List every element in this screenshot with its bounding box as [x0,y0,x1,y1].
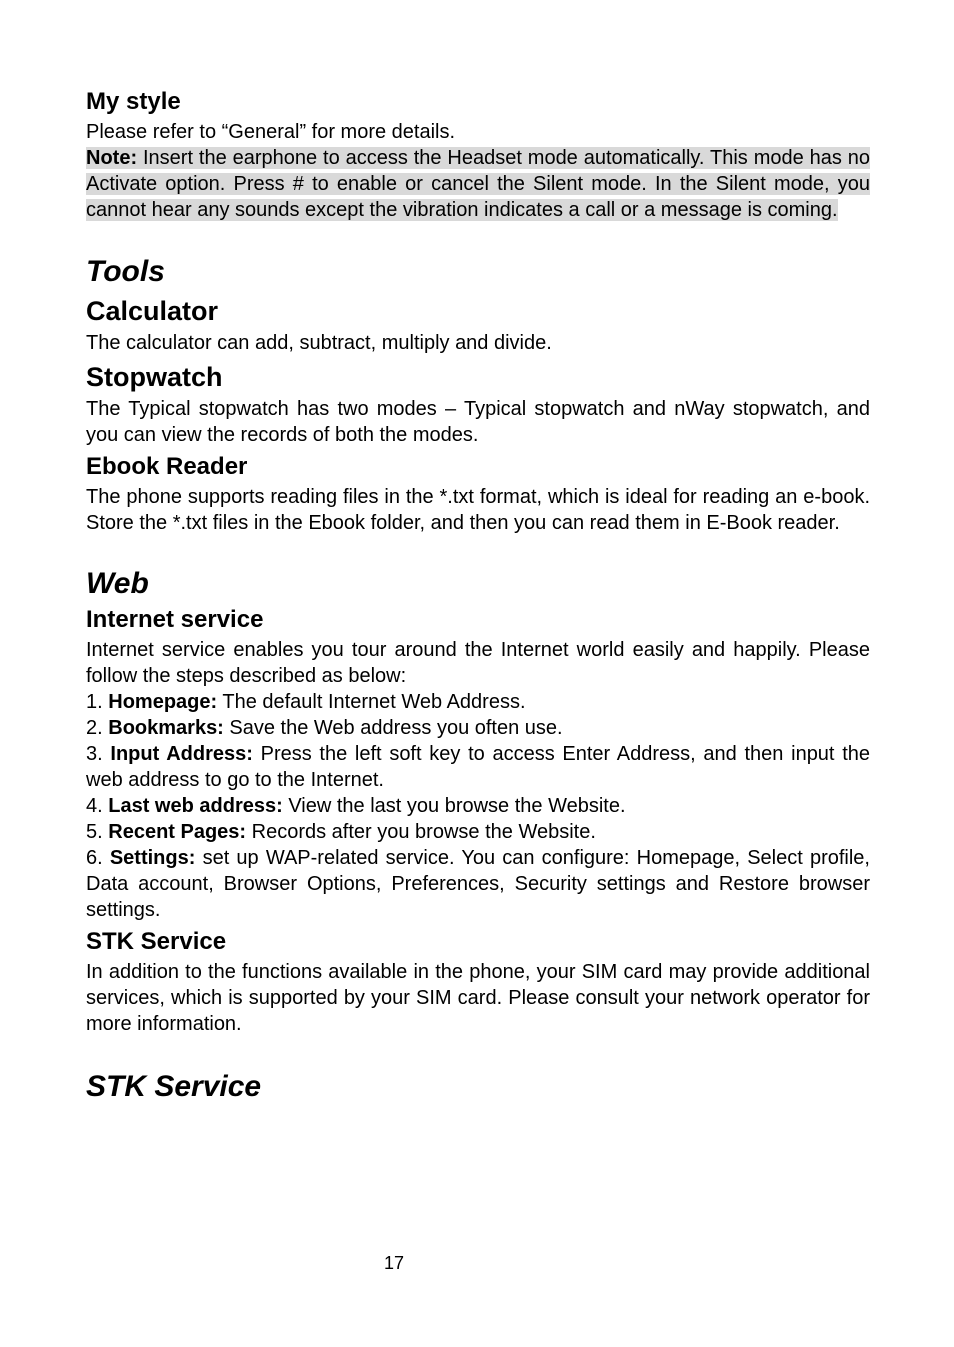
stk-service-heading: STK Service [86,1070,262,1103]
stk-service-text: In addition to the functions available in the phone, your SIM card may provide additional services, which is supported by your SIM card. Please consult your network operator for more information. [86,961,870,1035]
stopwatch-text: The Typical stopwatch has two modes – Typical stopwatch and nWay stopwatch, and you can view the records of both the modes. [86,398,870,446]
calculator-heading: Calculator [86,296,219,326]
list-item: 4. Last web address: View the last you browse the Website. [86,795,626,817]
note-label: Note: [86,147,138,169]
web-heading: Web [86,567,149,600]
calculator-text: The calculator can add, subtract, multiply and divide. [86,332,552,354]
my-style-heading: My style [86,88,181,115]
tools-heading: Tools [86,255,165,288]
stopwatch-heading: Stopwatch [86,362,223,392]
list-item: 5. Recent Pages: Records after you browse the Website. [86,821,596,843]
ebook-text: The phone supports reading files in the *.txt format, which is ideal for reading an e-book. Store the *.txt files in the Ebook folder, and then you can read them in E-Book reader. [86,486,870,534]
internet-steps-list [86,689,870,923]
internet-service-intro: Internet service enables you tour around the Internet world easily and happily. Please follow the steps described as below: [86,639,870,687]
document-page [86,86,870,1105]
my-style-text: Please refer to “General” for more details. [86,121,456,143]
stk-service-subheading: STK Service [86,928,227,955]
note-text: Insert the earphone to access the Headset mode automatically. This mode has no Activate option. Press # to enable or cancel the Silent mode. In the Silent mode, you cannot hear any sounds except the vibration indicates a call or a message is coming. [86,147,870,221]
list-item: 1. Homepage: The default Internet Web Address. [86,691,526,713]
page-number: 17 [384,1253,405,1273]
internet-service-heading: Internet service [86,606,264,633]
ebook-heading: Ebook Reader [86,453,248,480]
list-item: 3. Input Address: Press the left soft key to access Enter Address, and then input the web address to go to the Internet. [86,743,870,791]
list-item: 6. Settings: set up WAP-related service. You can configure: Homepage, Select profile, Data account, Browser Options, Preferences, Security settings and Restore browser settings. [86,847,870,921]
note-paragraph [86,145,870,223]
list-item: 2. Bookmarks: Save the Web address you often use. [86,717,563,739]
